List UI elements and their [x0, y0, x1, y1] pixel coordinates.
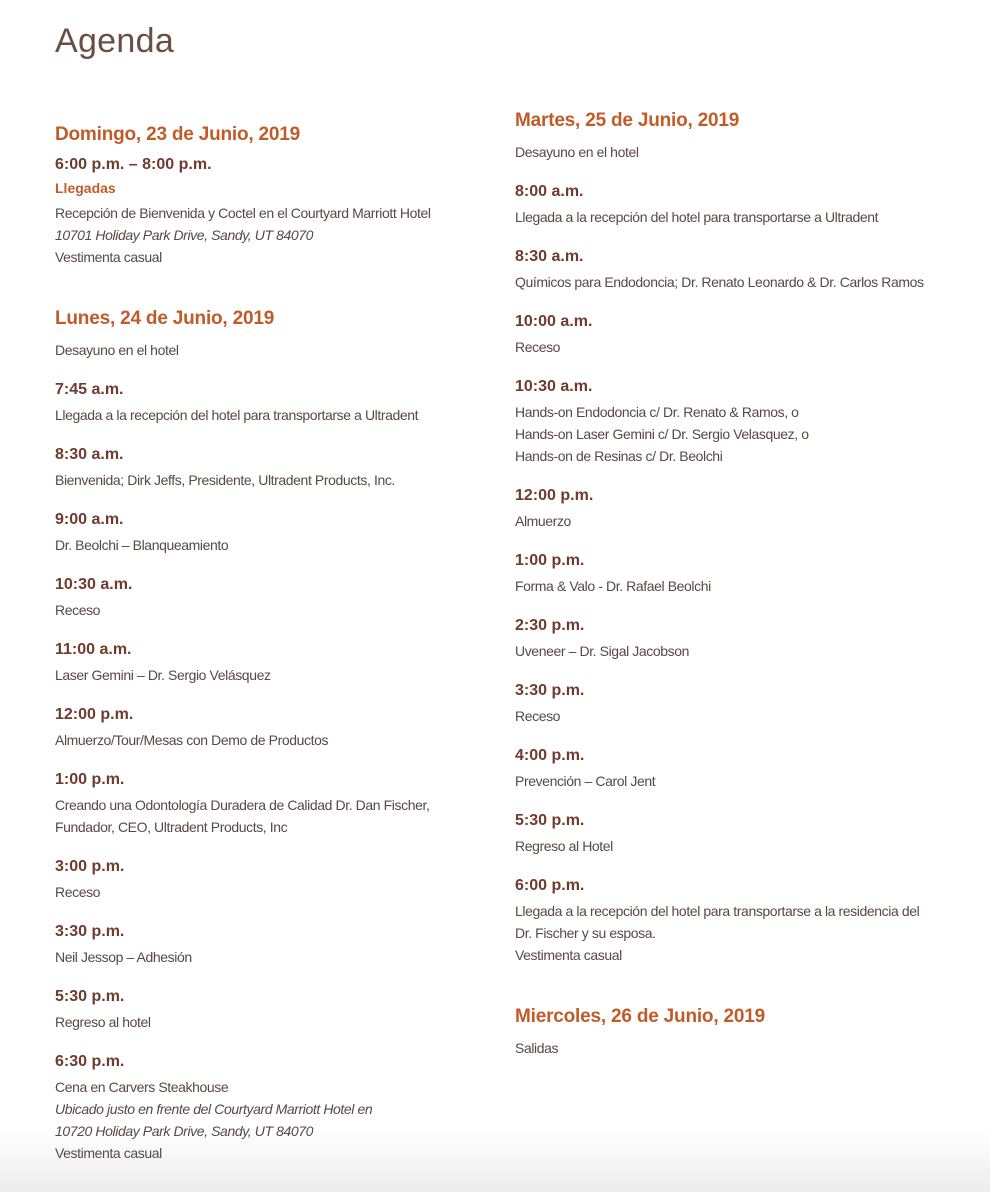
event-time: 2:30 p.m.: [515, 617, 585, 634]
event-description-line: Uveneer – Dr. Sigal Jacobson: [515, 643, 690, 659]
event-time: 1:00 p.m.: [515, 552, 585, 569]
event-block: [515, 616, 935, 662]
event-block: [55, 857, 487, 903]
event-description-line: Receso: [515, 708, 561, 724]
event-description-line: Prevención – Carol Jent: [515, 773, 656, 789]
event-description-line: Llegada a la recepción del hotel para transportarse a Ultradent: [55, 407, 419, 423]
day-section: [515, 1003, 935, 1059]
event-description-line: Químicos para Endodoncia; Dr. Renato Leonardo & Dr. Carlos Ramos: [515, 274, 924, 290]
event-time: 10:30 a.m.: [515, 378, 593, 395]
event-time: 8:30 a.m.: [55, 446, 124, 463]
event-block: [55, 380, 487, 426]
event-time: 3:30 p.m.: [515, 682, 585, 699]
event-description-line: Neil Jessop – Adhesión: [55, 949, 192, 965]
event-time: 9:00 a.m.: [55, 511, 124, 528]
day-heading: Lunes, 24 de Junio, 2019: [55, 308, 275, 329]
agenda-column-right: [515, 107, 935, 1059]
agenda-columns: [55, 107, 935, 1164]
event-time: 1:00 p.m.: [55, 771, 125, 788]
event-description-line: Llegada a la recepción del hotel para transportarse a Ultradent: [515, 209, 879, 225]
event-time: 8:30 a.m.: [515, 248, 584, 265]
event-time: 6:00 p.m. – 8:00 p.m.: [55, 156, 212, 173]
event-time: 10:30 a.m.: [55, 576, 133, 593]
event-block: [515, 746, 935, 792]
event-time: 4:00 p.m.: [515, 747, 585, 764]
event-description-line: Llegada a la recepción del hotel para transportarse a la residencia del Dr. Fischer y su esposa.: [515, 903, 920, 941]
event-description-line: Almuerzo: [515, 513, 571, 529]
event-description-line: Vestimenta casual: [55, 1145, 162, 1161]
event-block: [515, 876, 935, 966]
event-description-line: Regreso al hotel: [55, 1014, 151, 1030]
event-description-line: Cena en Carvers Steakhouse: [55, 1079, 229, 1095]
event-time: 12:00 p.m.: [515, 487, 594, 504]
event-description-line: Regreso al Hotel: [515, 838, 613, 854]
event-block: [515, 377, 935, 467]
event-time: 5:30 p.m.: [55, 988, 125, 1005]
event-block: [515, 681, 935, 727]
event-description-line: Almuerzo/Tour/Mesas con Demo de Productos: [55, 732, 329, 748]
event-time: 3:00 p.m.: [55, 858, 125, 875]
event-block: [55, 575, 487, 621]
event-description-line: Fundador, CEO, Ultradent Products, Inc: [55, 819, 288, 835]
day-section: [55, 305, 487, 1164]
event-time: 10:00 a.m.: [515, 313, 593, 330]
event-block: [515, 811, 935, 857]
event-description-line: Vestimenta casual: [55, 249, 162, 265]
day-heading: Miercoles, 26 de Junio, 2019: [515, 1006, 765, 1027]
event-block: [55, 922, 487, 968]
event-description-line: Hands-on Endodoncia c/ Dr. Renato & Ramos, o: [515, 404, 799, 420]
event-label: Llegadas: [55, 180, 116, 196]
event-time: 3:30 p.m.: [55, 923, 125, 940]
day-heading: Domingo, 23 de Junio, 2019: [55, 124, 301, 145]
day-section: [55, 121, 487, 268]
event-block: [55, 1052, 487, 1164]
page-title: Agenda: [55, 22, 175, 60]
event-time: 7:45 a.m.: [55, 381, 124, 398]
event-block: [55, 640, 487, 686]
event-block: [55, 155, 487, 268]
day-heading: Martes, 25 de Junio, 2019: [515, 110, 740, 131]
event-time: 5:30 p.m.: [515, 812, 585, 829]
event-description-line: Hands-on Laser Gemini c/ Dr. Sergio Velasquez, o: [515, 426, 809, 442]
event-description-line: 10720 Holiday Park Drive, Sandy, UT 84070: [55, 1123, 314, 1139]
event-description-line: Receso: [55, 884, 101, 900]
event-block: [515, 551, 935, 597]
day-intro: Desayuno en el hotel: [515, 144, 639, 160]
event-description-line: Recepción de Bienvenida y Coctel en el Courtyard Marriott Hotel: [55, 205, 431, 221]
event-description-line: Vestimenta casual: [515, 947, 622, 963]
day-intro: Salidas: [515, 1040, 559, 1056]
event-time: 8:00 a.m.: [515, 183, 584, 200]
event-time: 6:00 p.m.: [515, 877, 585, 894]
event-description-line: Hands-on de Resinas c/ Dr. Beolchi: [515, 448, 723, 464]
event-time: 6:30 p.m.: [55, 1053, 125, 1070]
event-description-line: Bienvenida; Dirk Jeffs, Presidente, Ultradent Products, Inc.: [55, 472, 395, 488]
event-block: [55, 987, 487, 1033]
event-block: [55, 705, 487, 751]
event-time: 12:00 p.m.: [55, 706, 134, 723]
event-description-line: Receso: [55, 602, 101, 618]
event-description-line: Dr. Beolchi – Blanqueamiento: [55, 537, 229, 553]
event-description-line: Ubicado justo en frente del Courtyard Marriott Hotel en: [55, 1101, 373, 1117]
event-block: [55, 445, 487, 491]
day-intro: Desayuno en el hotel: [55, 342, 179, 358]
agenda-column-left: [55, 107, 487, 1164]
event-description-line: Receso: [515, 339, 561, 355]
event-block: [515, 486, 935, 532]
event-description-line: Forma & Valo - Dr. Rafael Beolchi: [515, 578, 711, 594]
event-time: 11:00 a.m.: [55, 641, 132, 658]
event-block: [55, 770, 487, 838]
event-description-line: Creando una Odontología Duradera de Calidad Dr. Dan Fischer,: [55, 797, 430, 813]
event-block: [515, 312, 935, 358]
event-block: [515, 182, 935, 228]
event-description-line: 10701 Holiday Park Drive, Sandy, UT 84070: [55, 227, 314, 243]
day-section: [515, 107, 935, 966]
event-description-line: Laser Gemini – Dr. Sergio Velásquez: [55, 667, 271, 683]
event-block: [515, 247, 935, 293]
event-block: [55, 510, 487, 556]
